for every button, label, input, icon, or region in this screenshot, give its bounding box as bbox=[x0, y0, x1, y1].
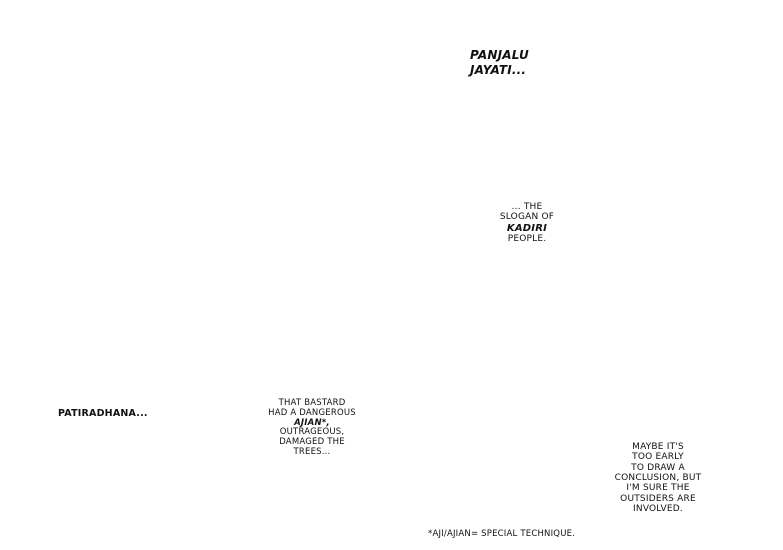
ajian-line-2: HAD A DANGEROUS bbox=[268, 407, 356, 418]
kadiri-caption bbox=[498, 202, 556, 245]
conclusion-speech bbox=[612, 442, 704, 514]
conclusion-line-2: TOO EARLY bbox=[632, 452, 684, 463]
slogan-text bbox=[470, 48, 529, 78]
slogan-line-2: JAYATI... bbox=[470, 63, 527, 77]
ajian-line-5: DAMAGED THE bbox=[279, 437, 345, 448]
ajian-line-6: TREES... bbox=[293, 446, 331, 457]
conclusion-line-4: CONCLUSION, BUT bbox=[614, 473, 702, 484]
conclusion-line-1: MAYBE IT'S bbox=[632, 442, 684, 452]
conclusion-line-6: OUTSIDERS ARE bbox=[620, 493, 696, 504]
kadiri-line-1: ... THE bbox=[511, 202, 543, 212]
kadiri-line-3: KADIRI bbox=[506, 222, 548, 234]
kadiri-line-2: SLOGAN OF bbox=[499, 212, 555, 223]
patiradhana-text: PATIRADHANA... bbox=[58, 408, 148, 419]
conclusion-line-5: I'M SURE THE bbox=[626, 483, 690, 494]
kadiri-line-4: PEOPLE. bbox=[507, 234, 547, 245]
ajian-speech bbox=[268, 399, 356, 458]
conclusion-line-3: TO DRAW A bbox=[631, 462, 685, 473]
ajian-line-4: OUTRAGEOUS, bbox=[279, 427, 345, 438]
slogan-line-1: PANJALU bbox=[470, 48, 529, 62]
ajian-line-1: THAT BASTARD bbox=[278, 398, 346, 408]
ajian-line-3: AJIAN*, bbox=[294, 417, 330, 428]
conclusion-line-7: INVOLVED. bbox=[633, 504, 683, 515]
footnote: *AJI/AJIAN= SPECIAL TECHNIQUE. bbox=[428, 529, 576, 539]
